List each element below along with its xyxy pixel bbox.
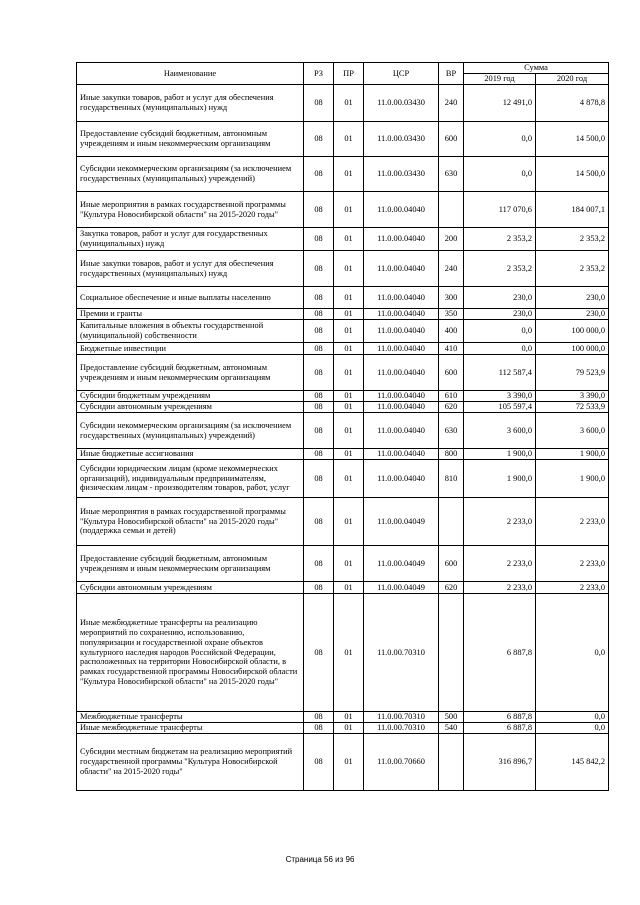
header-name: Наименование xyxy=(77,63,304,85)
cell-pr: 01 xyxy=(334,402,364,413)
cell-vr: 240 xyxy=(439,251,464,287)
table-row xyxy=(77,734,609,791)
cell-rz: 08 xyxy=(304,157,334,192)
cell-vr: 810 xyxy=(439,460,464,498)
cell-pr: 01 xyxy=(334,449,364,460)
cell-vr: 620 xyxy=(439,402,464,413)
table-row xyxy=(77,460,609,498)
cell-2020: 2 233,0 xyxy=(536,582,609,594)
cell-2019: 105 597,4 xyxy=(464,402,536,413)
cell-name: Закупка товаров, работ и услуг для государственных (муниципальных) нужд xyxy=(77,228,304,251)
table-row xyxy=(77,122,609,157)
cell-2019: 230,0 xyxy=(464,309,536,320)
table-row xyxy=(77,309,609,320)
cell-vr: 200 xyxy=(439,228,464,251)
table-row xyxy=(77,712,609,723)
cell-vr: 610 xyxy=(439,391,464,402)
cell-vr xyxy=(439,192,464,228)
header-2020: 2020 год xyxy=(536,74,609,85)
cell-vr: 620 xyxy=(439,582,464,594)
cell-rz: 08 xyxy=(304,343,334,355)
cell-pr: 01 xyxy=(334,413,364,449)
cell-pr: 01 xyxy=(334,228,364,251)
cell-name: Субсидии некоммерческим организациям (за исключением государственных (муниципальных) учреждений) xyxy=(77,413,304,449)
table-row xyxy=(77,498,609,546)
cell-vr: 540 xyxy=(439,723,464,734)
cell-csr: 11.0.00.70310 xyxy=(364,723,439,734)
cell-2020: 14 500,0 xyxy=(536,157,609,192)
cell-2020: 79 523,9 xyxy=(536,355,609,391)
cell-csr: 11.0.00.70310 xyxy=(364,594,439,712)
page-footer: Страница 56 из 96 xyxy=(285,855,355,864)
cell-pr: 01 xyxy=(334,287,364,309)
cell-2020: 100 000,0 xyxy=(536,343,609,355)
cell-name: Иные бюджетные ассигнования xyxy=(77,449,304,460)
cell-2019: 3 390,0 xyxy=(464,391,536,402)
cell-csr: 11.0.00.03430 xyxy=(364,157,439,192)
cell-rz: 08 xyxy=(304,460,334,498)
cell-2019: 12 491,0 xyxy=(464,85,536,122)
cell-rz: 08 xyxy=(304,546,334,582)
cell-2020: 2 353,2 xyxy=(536,251,609,287)
cell-name: Субсидии местным бюджетам на реализацию мероприятий государственной программы "Культура Новосибирской области" на 2015-2020 годы" xyxy=(77,734,304,791)
cell-csr: 11.0.00.03430 xyxy=(364,122,439,157)
cell-2020: 184 007,1 xyxy=(536,192,609,228)
cell-pr: 01 xyxy=(334,712,364,723)
cell-vr xyxy=(439,594,464,712)
header-pr: ПР xyxy=(334,63,364,85)
cell-rz: 08 xyxy=(304,85,334,122)
cell-vr: 600 xyxy=(439,546,464,582)
table-row xyxy=(77,192,609,228)
table-row xyxy=(77,391,609,402)
cell-pr: 01 xyxy=(334,355,364,391)
cell-2019: 0,0 xyxy=(464,320,536,343)
cell-2019: 117 070,6 xyxy=(464,192,536,228)
table-row xyxy=(77,582,609,594)
cell-2020: 2 233,0 xyxy=(536,498,609,546)
header-rz: РЗ xyxy=(304,63,334,85)
cell-vr: 800 xyxy=(439,449,464,460)
table-row xyxy=(77,287,609,309)
cell-rz: 08 xyxy=(304,391,334,402)
cell-csr: 11.0.00.04040 xyxy=(364,449,439,460)
cell-name: Предоставление субсидий бюджетным, автономным учреждениям и иным некоммерческим организациям xyxy=(77,355,304,391)
cell-csr: 11.0.00.70660 xyxy=(364,734,439,791)
table-body xyxy=(77,85,609,791)
cell-csr: 11.0.00.04049 xyxy=(364,546,439,582)
cell-pr: 01 xyxy=(334,460,364,498)
cell-rz: 08 xyxy=(304,734,334,791)
cell-csr: 11.0.00.04040 xyxy=(364,287,439,309)
cell-vr: 300 xyxy=(439,287,464,309)
cell-2019: 2 233,0 xyxy=(464,498,536,546)
cell-pr: 01 xyxy=(334,122,364,157)
cell-2020: 4 878,8 xyxy=(536,85,609,122)
cell-pr: 01 xyxy=(334,498,364,546)
cell-pr: 01 xyxy=(334,320,364,343)
cell-csr: 11.0.00.04040 xyxy=(364,402,439,413)
cell-vr: 630 xyxy=(439,413,464,449)
cell-2020: 1 900,0 xyxy=(536,460,609,498)
cell-csr: 11.0.00.04040 xyxy=(364,251,439,287)
header-csr: ЦСР xyxy=(364,63,439,85)
header-vr: ВР xyxy=(439,63,464,85)
cell-pr: 01 xyxy=(334,594,364,712)
cell-vr: 350 xyxy=(439,309,464,320)
cell-2020: 0,0 xyxy=(536,723,609,734)
cell-name: Субсидии автономным учреждениям xyxy=(77,582,304,594)
cell-2019: 2 353,2 xyxy=(464,251,536,287)
cell-2020: 3 600,0 xyxy=(536,413,609,449)
cell-name: Иные закупки товаров, работ и услуг для обеспечения государственных (муниципальных) нужд xyxy=(77,251,304,287)
cell-vr xyxy=(439,734,464,791)
cell-name: Субсидии бюджетным учреждениям xyxy=(77,391,304,402)
cell-pr: 01 xyxy=(334,582,364,594)
cell-2019: 6 887,8 xyxy=(464,723,536,734)
cell-rz: 08 xyxy=(304,320,334,343)
cell-csr: 11.0.00.03430 xyxy=(364,85,439,122)
table-row xyxy=(77,320,609,343)
cell-name: Субсидии автономным учреждениям xyxy=(77,402,304,413)
table-row xyxy=(77,85,609,122)
cell-rz: 08 xyxy=(304,402,334,413)
cell-2020: 2 353,2 xyxy=(536,228,609,251)
cell-2019: 0,0 xyxy=(464,122,536,157)
cell-2020: 14 500,0 xyxy=(536,122,609,157)
header-sum: Сумма xyxy=(464,63,609,74)
cell-2020: 230,0 xyxy=(536,287,609,309)
cell-csr: 11.0.00.04049 xyxy=(364,582,439,594)
table-row xyxy=(77,723,609,734)
cell-pr: 01 xyxy=(334,343,364,355)
cell-2020: 2 233,0 xyxy=(536,546,609,582)
cell-name: Иные закупки товаров, работ и услуг для обеспечения государственных (муниципальных) нужд xyxy=(77,85,304,122)
cell-rz: 08 xyxy=(304,449,334,460)
cell-pr: 01 xyxy=(334,192,364,228)
table-row xyxy=(77,546,609,582)
cell-name: Межбюджетные трансферты xyxy=(77,712,304,723)
cell-2019: 316 896,7 xyxy=(464,734,536,791)
cell-vr: 240 xyxy=(439,85,464,122)
cell-2020: 230,0 xyxy=(536,309,609,320)
cell-2020: 1 900,0 xyxy=(536,449,609,460)
cell-csr: 11.0.00.04040 xyxy=(364,413,439,449)
cell-pr: 01 xyxy=(334,734,364,791)
cell-name: Иные мероприятия в рамках государственной программы "Культура Новосибирской области" на 2015-2020 годы"(поддержка семьи и детей) xyxy=(77,498,304,546)
cell-2019: 0,0 xyxy=(464,343,536,355)
cell-rz: 08 xyxy=(304,712,334,723)
header-2019: 2019 год xyxy=(464,74,536,85)
cell-rz: 08 xyxy=(304,355,334,391)
cell-csr: 11.0.00.04040 xyxy=(364,343,439,355)
cell-rz: 08 xyxy=(304,413,334,449)
table-row xyxy=(77,228,609,251)
cell-csr: 11.0.00.04049 xyxy=(364,498,439,546)
header-row xyxy=(77,63,609,74)
cell-vr: 400 xyxy=(439,320,464,343)
cell-2019: 112 587,4 xyxy=(464,355,536,391)
cell-vr: 600 xyxy=(439,355,464,391)
cell-rz: 08 xyxy=(304,498,334,546)
table-row xyxy=(77,402,609,413)
cell-vr: 500 xyxy=(439,712,464,723)
table-row xyxy=(77,251,609,287)
cell-csr: 11.0.00.04040 xyxy=(364,228,439,251)
cell-2019: 6 887,8 xyxy=(464,712,536,723)
cell-rz: 08 xyxy=(304,594,334,712)
cell-pr: 01 xyxy=(334,309,364,320)
cell-2019: 2 233,0 xyxy=(464,582,536,594)
cell-2019: 2 353,2 xyxy=(464,228,536,251)
cell-name: Иные мероприятия в рамках государственной программы "Культура Новосибирской области" на 2015-2020 годы" xyxy=(77,192,304,228)
cell-name: Иные межбюджетные трансферты xyxy=(77,723,304,734)
cell-vr: 410 xyxy=(439,343,464,355)
cell-2020: 100 000,0 xyxy=(536,320,609,343)
cell-2019: 3 600,0 xyxy=(464,413,536,449)
table-row xyxy=(77,594,609,712)
cell-csr: 11.0.00.04040 xyxy=(364,460,439,498)
cell-2019: 1 900,0 xyxy=(464,449,536,460)
cell-pr: 01 xyxy=(334,85,364,122)
cell-pr: 01 xyxy=(334,157,364,192)
cell-2019: 6 887,8 xyxy=(464,594,536,712)
cell-rz: 08 xyxy=(304,192,334,228)
cell-2019: 0,0 xyxy=(464,157,536,192)
cell-csr: 11.0.00.04040 xyxy=(364,320,439,343)
cell-csr: 11.0.00.04040 xyxy=(364,192,439,228)
cell-vr xyxy=(439,498,464,546)
table-row xyxy=(77,413,609,449)
cell-rz: 08 xyxy=(304,309,334,320)
cell-2019: 2 233,0 xyxy=(464,546,536,582)
table-row xyxy=(77,449,609,460)
cell-csr: 11.0.00.70310 xyxy=(364,712,439,723)
cell-name: Социальное обеспечение и иные выплаты населению xyxy=(77,287,304,309)
cell-pr: 01 xyxy=(334,251,364,287)
table-row xyxy=(77,157,609,192)
cell-name: Иные межбюджетные трансферты на реализацию мероприятий по сохранению, использованию, популяризации и государственной охране объектов культурного наследия народов Российской Федерации, расположенных на территории Новосибирской области, в рамках государственной программы Новосибирской области "Культура Новосибирской области" на 2015-2020 годы" xyxy=(77,594,304,712)
cell-vr: 600 xyxy=(439,122,464,157)
cell-name: Предоставление субсидий бюджетным, автономным учреждениям и иным некоммерческим организациям xyxy=(77,122,304,157)
cell-rz: 08 xyxy=(304,582,334,594)
cell-vr: 630 xyxy=(439,157,464,192)
table-row xyxy=(77,355,609,391)
cell-2020: 3 390,0 xyxy=(536,391,609,402)
cell-2020: 0,0 xyxy=(536,712,609,723)
cell-name: Субсидии некоммерческим организациям (за исключением государственных (муниципальных) учреждений) xyxy=(77,157,304,192)
cell-name: Премии и гранты xyxy=(77,309,304,320)
cell-name: Субсидии юридическим лицам (кроме некоммерческих организаций), индивидуальным предпринимателям, физическим лицам - производителям товаров, работ, услуг xyxy=(77,460,304,498)
cell-rz: 08 xyxy=(304,228,334,251)
cell-2019: 230,0 xyxy=(464,287,536,309)
cell-2019: 1 900,0 xyxy=(464,460,536,498)
cell-rz: 08 xyxy=(304,251,334,287)
cell-pr: 01 xyxy=(334,723,364,734)
table-row xyxy=(77,343,609,355)
cell-2020: 72 533,9 xyxy=(536,402,609,413)
cell-pr: 01 xyxy=(334,391,364,402)
cell-csr: 11.0.00.04040 xyxy=(364,309,439,320)
cell-2020: 145 842,2 xyxy=(536,734,609,791)
cell-rz: 08 xyxy=(304,723,334,734)
cell-pr: 01 xyxy=(334,546,364,582)
cell-2020: 0,0 xyxy=(536,594,609,712)
cell-csr: 11.0.00.04040 xyxy=(364,391,439,402)
cell-name: Капитальные вложения в объекты государственной (муниципальной) собственности xyxy=(77,320,304,343)
cell-csr: 11.0.00.04040 xyxy=(364,355,439,391)
cell-name: Бюджетные инвестиции xyxy=(77,343,304,355)
cell-rz: 08 xyxy=(304,122,334,157)
cell-rz: 08 xyxy=(304,287,334,309)
budget-table xyxy=(76,62,609,791)
cell-name: Предоставление субсидий бюджетным, автономным учреждениям и иным некоммерческим организациям xyxy=(77,546,304,582)
